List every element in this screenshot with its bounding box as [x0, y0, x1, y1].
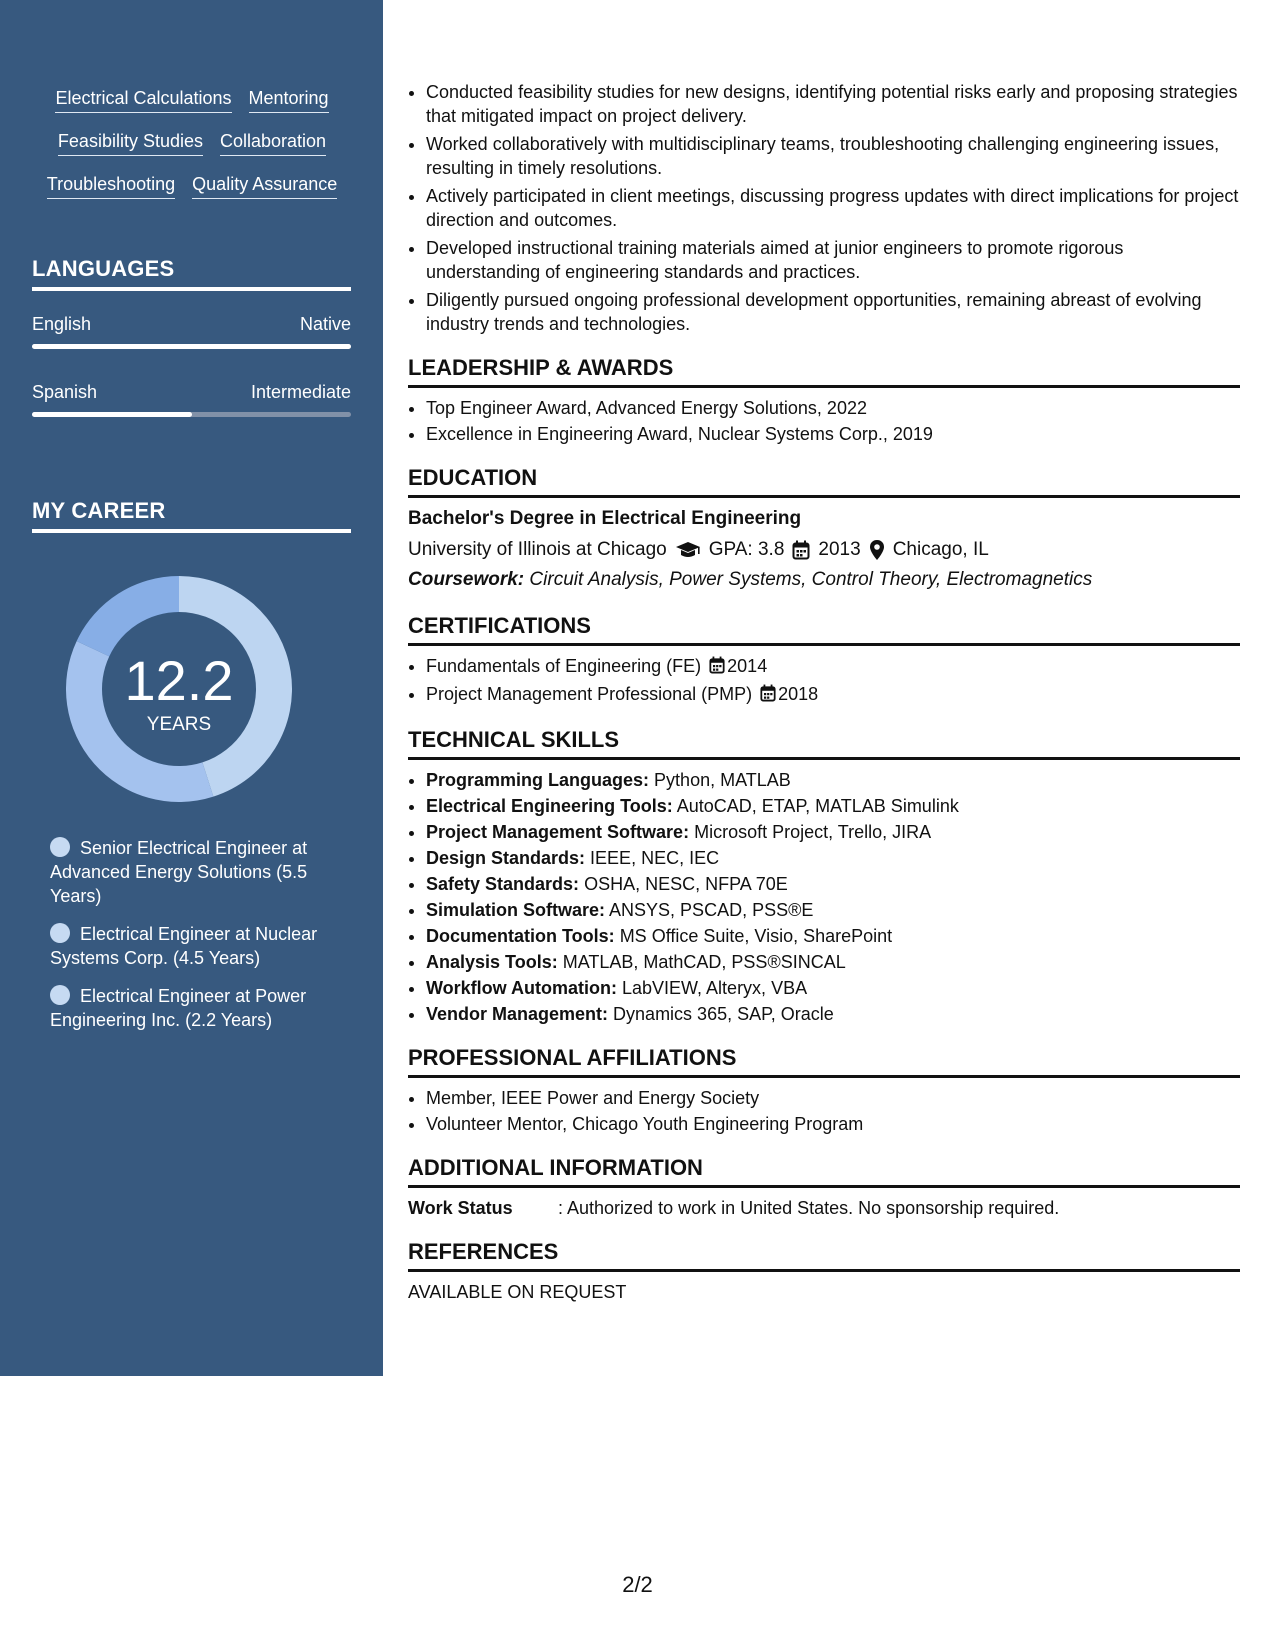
references-text: AVAILABLE ON REQUEST	[408, 1282, 627, 1302]
list-item: • Actively participated in client meetings, discussing progress updates with direct implications for project direction and outcomes.	[426, 184, 1240, 232]
gpa: GPA: 3.8	[708, 539, 785, 560]
skill-tag: Quality Assurance	[192, 172, 337, 199]
coursework-label: Coursework:	[408, 569, 525, 590]
list-item: • Member, IEEE Power and Energy Society	[426, 1086, 1240, 1110]
work-status-label: Work Status	[408, 1198, 513, 1218]
list-item: • Diligently pursued ongoing professional development opportunities, remaining abreast of evolving industry trends and technologies.	[426, 288, 1240, 336]
calendar-icon	[760, 684, 776, 708]
skill-category: Analysis Tools:	[426, 952, 558, 972]
language-bar	[32, 344, 351, 349]
school: University of Illinois at Chicago	[408, 539, 667, 560]
career-text: Electrical Engineer at Nuclear Systems Corp. (4.5 Years)	[50, 924, 318, 968]
skill-values: MATLAB, MathCAD, PSS®SINCAL	[562, 952, 846, 972]
years-label: YEARS	[146, 714, 212, 735]
language-item	[32, 312, 351, 349]
technical-skill-item	[426, 872, 1240, 896]
degree: Bachelor's Degree in Electrical Engineering	[408, 508, 802, 529]
list-item: • Worked collaboratively with multidisciplinary teams, troubleshooting challenging engineering issues, resulting in timely resolutions.	[426, 132, 1240, 180]
list-item: • Excellence in Engineering Award, Nuclear Systems Corp., 2019	[426, 422, 1240, 446]
skill-tags	[24, 86, 360, 215]
skill-values: Python, MATLAB	[654, 770, 791, 790]
technical-skill-item	[426, 898, 1240, 922]
skill-category: Electrical Engineering Tools:	[426, 796, 673, 816]
location-pin-icon	[869, 539, 885, 561]
education-heading: EDUCATION	[408, 464, 1240, 498]
technical-skill-item	[426, 794, 1240, 818]
language-name: Spanish	[32, 382, 98, 402]
skill-tag: Feasibility Studies	[58, 129, 203, 156]
skill-tag: Mentoring	[249, 86, 329, 113]
technical-skill-item	[426, 976, 1240, 1000]
language-item	[32, 380, 351, 417]
leadership-list	[408, 396, 1240, 446]
technical-skill-item	[426, 950, 1240, 974]
list-item: • Top Engineer Award, Advanced Energy Solutions, 2022	[426, 396, 1240, 420]
skill-category: Design Standards:	[426, 848, 586, 868]
skill-category: Documentation Tools:	[426, 926, 615, 946]
graduation-year: 2013	[818, 539, 861, 560]
list-item: • Conducted feasibility studies for new designs, identifying potential risks early and proposing strategies that mitigated impact on project delivery.	[426, 80, 1240, 128]
language-bar	[32, 412, 351, 417]
page-number: 2/2	[622, 1572, 653, 1597]
calendar-icon	[709, 656, 725, 680]
work-status-row	[408, 1196, 1240, 1220]
leadership-heading: LEADERSHIP & AWARDS	[408, 354, 1240, 388]
skill-values: MS Office Suite, Visio, SharePoint	[619, 926, 893, 946]
calendar-icon	[792, 540, 810, 560]
language-level: Intermediate	[250, 382, 351, 402]
career-dot-icon	[50, 837, 70, 857]
skill-category: Simulation Software:	[426, 900, 606, 920]
languages-heading: LANGUAGES	[32, 256, 351, 291]
certifications-list	[408, 654, 1240, 708]
language-level: Native	[299, 314, 351, 334]
career-text: Senior Electrical Engineer at Advanced Energy Solutions (5.5 Years)	[50, 838, 308, 906]
total-years-value: 12.2	[124, 649, 234, 712]
certification-item	[426, 682, 1240, 708]
technical-skills-list	[408, 768, 1240, 1026]
career-item	[50, 922, 350, 970]
skill-values: OSHA, NESC, NFPA 70E	[584, 874, 788, 894]
technical-skill-item	[426, 768, 1240, 792]
skill-row	[24, 86, 360, 113]
coursework	[408, 566, 1240, 594]
coursework-list: Circuit Analysis, Power Systems, Control Theory, Electromagnetics	[529, 569, 1093, 590]
language-row	[32, 312, 351, 336]
sidebar	[0, 0, 383, 1376]
skill-category: Safety Standards:	[426, 874, 580, 894]
career-text: Electrical Engineer at Power Engineering Inc. (2.2 Years)	[50, 986, 307, 1030]
certifications-heading: CERTIFICATIONS	[408, 612, 1240, 646]
skill-tag: Electrical Calculations	[55, 86, 231, 113]
skill-values: AutoCAD, ETAP, MATLAB Simulink	[676, 796, 959, 816]
career-dot-icon	[50, 923, 70, 943]
additional-info-heading: ADDITIONAL INFORMATION	[408, 1154, 1240, 1188]
skill-values: ANSYS, PSCAD, PSS®E	[609, 900, 814, 920]
career-heading: MY CAREER	[32, 498, 351, 533]
skill-values: LabVIEW, Alteryx, VBA	[622, 978, 808, 998]
technical-skill-item	[426, 846, 1240, 870]
skill-tag: Troubleshooting	[47, 172, 175, 199]
donut-segment	[77, 576, 179, 656]
graduation-cap-icon	[675, 540, 701, 560]
list-item: • Volunteer Mentor, Chicago Youth Engineering Program	[426, 1112, 1240, 1136]
references-heading: REFERENCES	[408, 1238, 1240, 1272]
technical-skills-heading: TECHNICAL SKILLS	[408, 726, 1240, 760]
skill-row	[24, 129, 360, 156]
location: Chicago, IL	[892, 539, 989, 560]
list-item: • Developed instructional training materials aimed at junior engineers to promote rigorous understanding of engineering standards and practices.	[426, 236, 1240, 284]
affiliations-list	[408, 1086, 1240, 1136]
skill-values: Microsoft Project, Trello, JIRA	[694, 822, 932, 842]
skill-tag: Collaboration	[220, 129, 326, 156]
experience-bullets	[408, 80, 1240, 336]
language-name: English	[32, 314, 92, 334]
skill-values: IEEE, NEC, IEC	[590, 848, 720, 868]
career-item	[50, 984, 350, 1032]
education-details	[408, 536, 1240, 564]
technical-skill-item	[426, 1002, 1240, 1026]
certification-year: 2018	[778, 684, 819, 704]
skill-category: Workflow Automation:	[426, 978, 617, 998]
main-content	[408, 80, 1240, 1304]
technical-skill-item	[426, 820, 1240, 844]
language-bar-fill	[32, 344, 351, 349]
skill-category: Vendor Management:	[426, 1004, 609, 1024]
language-row	[32, 380, 351, 404]
certification-name: Fundamentals of Engineering (FE)	[426, 656, 702, 676]
skill-category: Project Management Software:	[426, 822, 690, 842]
skill-values: Dynamics 365, SAP, Oracle	[613, 1004, 834, 1024]
technical-skill-item	[426, 924, 1240, 948]
affiliations-heading: PROFESSIONAL AFFILIATIONS	[408, 1044, 1240, 1078]
skill-category: Programming Languages:	[426, 770, 650, 790]
career-dot-icon	[50, 985, 70, 1005]
career-item	[50, 836, 350, 908]
career-list	[50, 836, 350, 1046]
certification-year: 2014	[727, 656, 768, 676]
work-status-value: : Authorized to work in United States. No sponsorship required.	[558, 1198, 1060, 1218]
certification-name: Project Management Professional (PMP)	[426, 684, 753, 704]
language-bar-fill	[32, 412, 192, 417]
skill-row	[24, 172, 360, 199]
certification-item	[426, 654, 1240, 680]
career-donut-chart	[66, 576, 292, 802]
